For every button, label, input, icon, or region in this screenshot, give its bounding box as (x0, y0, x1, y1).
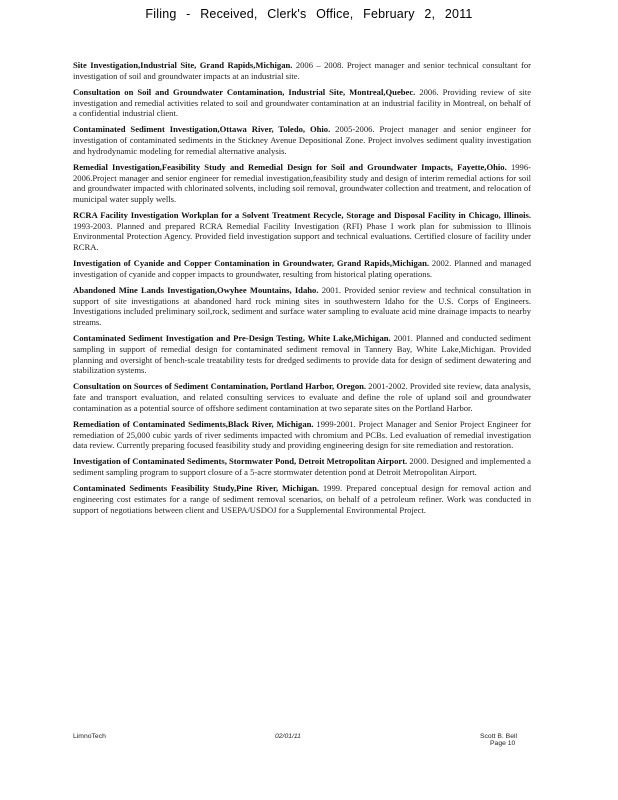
footer-author-block (480, 733, 517, 747)
project-description: 2001. Planned and conducted sediment sampling in support of remedial design for contaminated sediment removal in Tannery Bay, White Lake,Michigan. Provided planning and oversight of bench-scale treatability tests for dredged sediments to provide data for design of sediment dewatering and stabilization systems. (73, 333, 531, 376)
project-description: 1999. Prepared conceptual design for removal action and engineering cost estimates for a range of sediment removal scenarios, on behalf of a petroleum refiner. Work was conducted in support of negotiations between client and USEPA/USDOJ for a Supplemental Environmental Project. (73, 483, 531, 515)
project-entry (73, 333, 531, 376)
project-description: 2006. Providing review of site investigation and remedial activities related to soil and groundwater contamination at an industrial facility in Montreal, on behalf of a confidential industrial client. (73, 86, 532, 119)
project-description: 2006 – 2008. Project manager and senior technical consultant for investigation of soil and groundwater impacts at an industrial site. (73, 60, 532, 81)
page-number: Page 10 (490, 740, 516, 747)
project-entry (73, 87, 531, 119)
project-title: Contaminated Sediment Investigation and Pre-Design Testing, White Lake,Michigan. (73, 333, 391, 344)
project-entry (73, 483, 531, 515)
project-entry (73, 124, 531, 156)
project-description: 2005-2006. Project manager and senior engineer for investigation of contaminated sediments in the Stickney Avenue Depositional Zone. Project involves sediment quality investigation and hydrodynamic modeling for remedial alternative analysis. (73, 124, 531, 156)
project-entry (73, 381, 531, 413)
project-title: Remediation of Contaminated Sediments,Black River, Michigan. (73, 418, 314, 429)
project-description: 2000. Designed and implemented a sediment sampling program to support closure of a 5-acre stormwater detention pond at Detroit Metropolitan Airport. (73, 456, 531, 478)
project-entry (73, 162, 531, 205)
project-description: 2001-2002. Provided site review, data analysis, fate and transport evaluation, and related consulting services to evaluate and define the role of upland soil and groundwater contamination as a potential source of offshore sediment contamination at two separate sites on the Portland Harbor. (73, 381, 531, 413)
document-body (73, 60, 531, 521)
project-entry (73, 210, 531, 253)
project-title: Investigation of Contaminated Sediments, Stormwater Pond, Detroit Metropolitan Airport. (73, 456, 408, 467)
project-description: 1996-2006.Project manager and senior engineer for remedial investigation,feasibility study and design of interim remedial actions for soil and groundwater impacted with chlorinated solvents, including soil removal, groundwater collection and treatment, and relocation of municipal water supply wells. (73, 161, 532, 204)
project-title: Consultation on Soil and Groundwater Contamination, Industrial Site, Montreal,Quebec. (73, 86, 416, 97)
project-description: 2002. Planned and managed investigation of cyanide and copper impacts to groundwater, resulting from historical plating operations. (73, 258, 532, 279)
project-entry (73, 285, 531, 328)
project-title: Contaminated Sediments Feasibility Study,Pine River, Michigan. (73, 483, 320, 494)
footer-date: 02/01/11 (275, 733, 301, 740)
project-description: 1993-2003. Planned and prepared RCRA Remedial Facility Investigation (RFI) Phase I work plan for submission to Illinois Environmental Protection Agency. Provided field investigation support and technical evaluations. Certified closure of facility under RCRA. (73, 220, 531, 253)
project-entry (73, 258, 531, 279)
project-title: Contaminated Sediment Investigation,Ottawa River, Toledo, Ohio. (73, 124, 331, 135)
project-title: Remedial Investigation,Feasibility Study and Remedial Design for Soil and Groundwater Impacts, Fayette,Ohio. (73, 161, 507, 172)
project-title: Consultation on Sources of Sediment Contamination, Portland Harbor, Oregon. (73, 381, 367, 392)
project-entry (73, 419, 531, 451)
project-entry (73, 456, 531, 477)
project-description: 1999-2001. Project Manager and Senior Project Engineer for remediation of 25,000 cubic yards of river sediments impacted with chromium and PCBs. Led evaluation of remedial investigation data review. Currently preparing focused feasibility study and providing engineering design for site remediation and restoration. (73, 418, 531, 451)
project-title: Investigation of Cyanide and Copper Contamination in Groundwater, Grand Rapids,Michigan. (73, 258, 430, 269)
project-title: RCRA Facility Investigation Workplan for a Solvent Treatment Recycle, Storage and Disposal Facility in Chicago, Illinois. (73, 210, 531, 220)
footer-company: LimnoTech (73, 733, 106, 740)
footer-author: Scott B. Bell (480, 733, 518, 740)
project-description: 2001. Provided senior review and technical consultation in support of site investigations at abandoned hard rock mining sites in southwestern Idaho for the U.S. Corps of Engineers. Investigations included preliminary soil,rock, sediment and surface water sampling to evaluate acid mine drainage impacts to nearby streams. (73, 285, 531, 328)
project-title: Abandoned Mine Lands Investigation,Owyhee Mountains, Idaho. (73, 285, 319, 295)
project-title: Site Investigation,Industrial Site, Grand Rapids,Michigan. (73, 60, 293, 70)
filing-header: Filing - Received, Clerk's Office, February 2, 2011 (145, 7, 473, 21)
project-entry (73, 60, 531, 81)
